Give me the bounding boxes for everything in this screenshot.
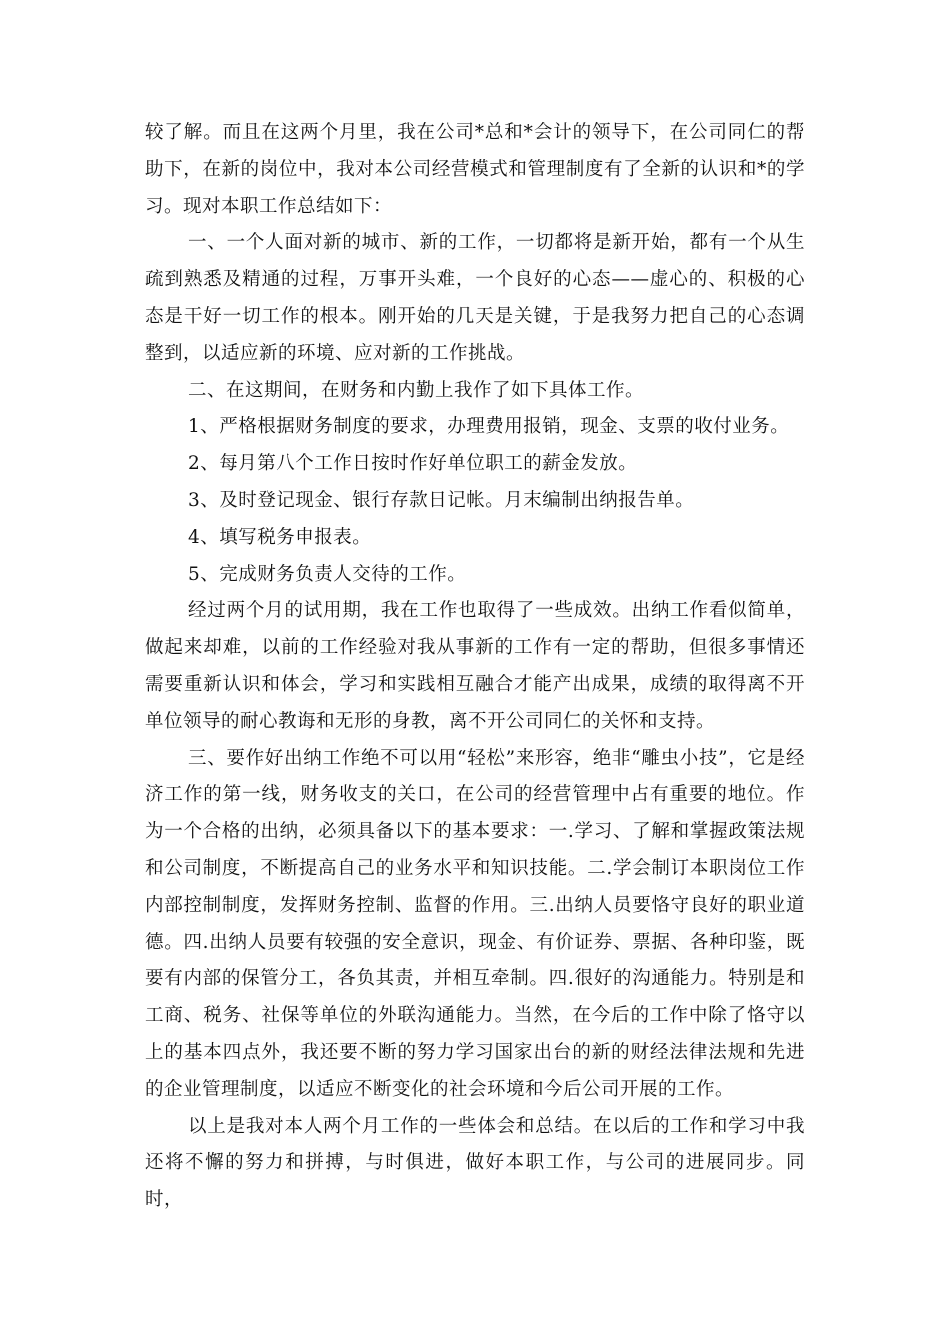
paragraph-8: 5、完成财务负责人交待的工作。 <box>188 563 467 585</box>
paragraph-9: 经过两个月的试用期，我在工作也取得了一些成效。出纳工作看似简单，做起来却难，以前的工作经验对我从事新的工作有一定的帮助，但很多事情还需要重新认识和体会，学习和实践相互融合才能产出成果，成绩的取得离不开单位领导的耐心教诲和无形的身教，离不开公司同仁的关怀和支持。 <box>145 600 805 732</box>
paragraph-11: 以上是我对本人两个月工作的一些体会和总结。在以后的工作和学习中我还将不懈的努力和拼搏，与时俱进，做好本职工作，与公司的进展同步。同时， <box>145 1115 805 1211</box>
paragraph-5: 2、每月第八个工作日按时作好单位职工的薪金发放。 <box>188 453 638 475</box>
paragraph-2: 一、一个人面对新的城市、新的工作，一切都将是新开始，都有一个从生疏到熟悉及精通的过程，万事开头难，一个良好的心态——虚心的、积极的心态是干好一切工作的根本。刚开始的几天是关键，于是我努力把自己的心态调整到，以适应新的环境、应对新的工作挑战。 <box>145 232 805 364</box>
paragraph-4: 1、严格根据财务制度的要求，办理费用报销，现金、支票的收付业务。 <box>188 416 790 438</box>
paragraph-1: 较了解。而且在这两个月里，我在公司*总和*会计的领导下，在公司同仁的帮助下，在新的岗位中，我对本公司经营模式和管理制度有了全新的认识和*的学习。现对本职工作总结如下： <box>145 122 805 217</box>
paragraph-3: 二、在这期间，在财务和内勤上我作了如下具体工作。 <box>188 379 645 401</box>
document-body <box>145 115 805 1219</box>
paragraph-6: 3、及时登记现金、银行存款日记帐。月末编制出纳报告单。 <box>188 489 695 511</box>
paragraph-10: 三、要作好出纳工作绝不可以用“轻松”来形容，绝非“雕虫小技”，它是经济工作的第一线，财务收支的关口，在公司的经营管理中占有重要的地位。作为一个合格的出纳，必须具备以下的基本要求：一.学习、了解和掌握政策法规和公司制度，不断提高自己的业务水平和知识技能。二.学会制订本职岗位工作内部控制制度，发挥财务控制、监督的作用。三.出纳人员要恪守良好的职业道德。四.出纳人员要有较强的安全意识，现金、有价证券、票据、各种印鉴，既要有内部的保管分工，各负其责，并相互牵制。四.很好的沟通能力。特别是和工商、税务、社保等单位的外联沟通能力。当然，在今后的工作中除了恪守以上的基本四点外，我还要不断的努力学习国家出台的新的财经法律法规和先进的企业管理制度，以适应不断变化的社会环境和今后公司开展的工作。 <box>145 747 805 1100</box>
paragraph-7: 4、填写税务申报表。 <box>188 526 372 548</box>
